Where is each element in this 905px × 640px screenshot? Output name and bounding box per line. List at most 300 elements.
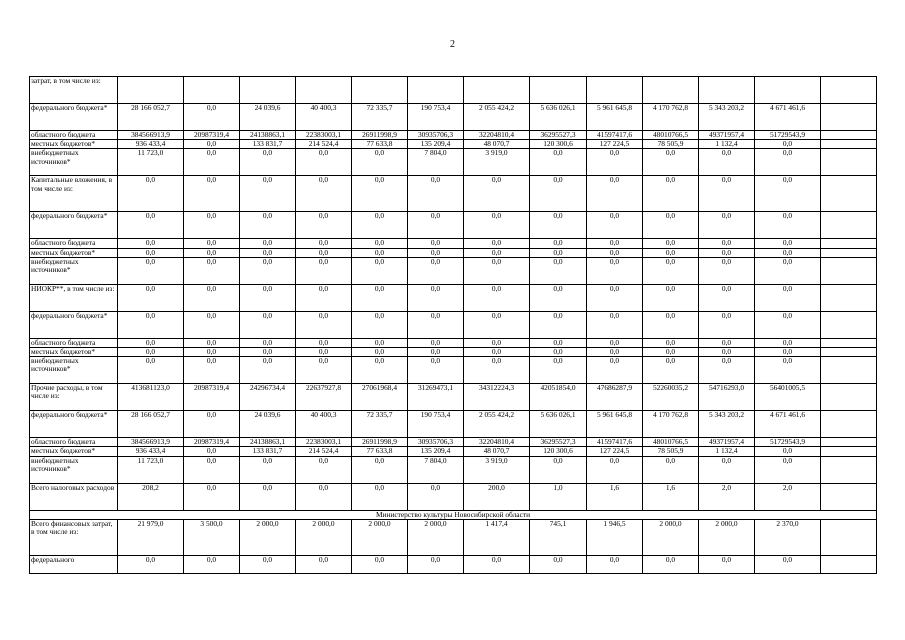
row-label: местных бюджетов* — [30, 248, 118, 257]
value-cell: 0,0 — [464, 357, 530, 384]
page-number: 2 — [450, 39, 455, 50]
empty-cell — [821, 140, 877, 149]
value-cell: 0,0 — [699, 357, 755, 384]
value-cell: 72 335,7 — [352, 104, 408, 131]
value-cell: 0,0 — [118, 257, 184, 284]
value-cell: 0,0 — [184, 348, 240, 357]
value-cell: 0,0 — [240, 239, 296, 248]
value-cell: 0,0 — [352, 483, 408, 510]
value-cell: 24 039,6 — [240, 104, 296, 131]
value-cell: 0,0 — [699, 555, 755, 573]
value-cell: 32204810,4 — [464, 438, 530, 447]
empty-cell — [821, 483, 877, 510]
value-cell: 0,0 — [408, 483, 464, 510]
value-cell: 20987319,4 — [184, 438, 240, 447]
value-cell: 0,0 — [240, 555, 296, 573]
value-cell: 32204810,4 — [464, 131, 530, 140]
value-cell — [530, 77, 587, 104]
value-cell: 0,0 — [587, 348, 643, 357]
value-cell: 0,0 — [240, 149, 296, 176]
value-cell: 0,0 — [643, 348, 699, 357]
value-cell: 3 919,0 — [464, 456, 530, 483]
row-label: местных бюджетов* — [30, 447, 118, 456]
value-cell: 0,0 — [755, 456, 821, 483]
value-cell: 54716293,0 — [699, 384, 755, 411]
value-cell: 0,0 — [530, 311, 587, 338]
value-cell: 0,0 — [184, 483, 240, 510]
value-cell: 0,0 — [464, 239, 530, 248]
row-label: Капитальные вложения, в том числе из: — [30, 176, 118, 212]
value-cell: 0,0 — [296, 239, 352, 248]
value-cell: 1 417,4 — [464, 519, 530, 555]
value-cell: 0,0 — [755, 140, 821, 149]
value-cell: 0,0 — [296, 555, 352, 573]
value-cell: 0,0 — [184, 140, 240, 149]
value-cell: 0,0 — [587, 456, 643, 483]
value-cell: 0,0 — [118, 212, 184, 239]
table-row — [30, 284, 877, 311]
table-row — [30, 348, 877, 357]
table-row — [30, 411, 877, 438]
value-cell: 0,0 — [464, 555, 530, 573]
value-cell — [240, 77, 296, 104]
value-cell: 0,0 — [699, 176, 755, 212]
value-cell: 77 633,8 — [352, 140, 408, 149]
value-cell: 0,0 — [296, 149, 352, 176]
value-cell: 0,0 — [464, 257, 530, 284]
value-cell: 11 723,0 — [118, 149, 184, 176]
value-cell: 0,0 — [352, 176, 408, 212]
value-cell: 0,0 — [643, 338, 699, 347]
row-label: областного бюджета — [30, 239, 118, 248]
value-cell: 0,0 — [587, 212, 643, 239]
value-cell: 56401005,5 — [755, 384, 821, 411]
value-cell: 0,0 — [464, 284, 530, 311]
value-cell: 28 166 052,7 — [118, 104, 184, 131]
value-cell: 0,0 — [184, 555, 240, 573]
value-cell: 5 343 203,2 — [699, 411, 755, 438]
value-cell: 0,0 — [587, 176, 643, 212]
row-label: областного бюджета — [30, 338, 118, 347]
value-cell: 0,0 — [643, 248, 699, 257]
value-cell: 200,0 — [464, 483, 530, 510]
value-cell — [755, 77, 821, 104]
empty-cell — [821, 456, 877, 483]
value-cell: 0,0 — [587, 555, 643, 573]
value-cell: 0,0 — [352, 239, 408, 248]
value-cell: 936 433,4 — [118, 140, 184, 149]
table-row — [30, 212, 877, 239]
value-cell: 72 335,7 — [352, 411, 408, 438]
value-cell: 0,0 — [643, 357, 699, 384]
value-cell: 0,0 — [296, 357, 352, 384]
value-cell: 4 671 461,6 — [755, 411, 821, 438]
value-cell: 0,0 — [699, 149, 755, 176]
value-cell: 0,0 — [296, 338, 352, 347]
value-cell: 0,0 — [118, 338, 184, 347]
value-cell: 20987319,4 — [184, 384, 240, 411]
value-cell: 24296734,4 — [240, 384, 296, 411]
value-cell: 0,0 — [184, 104, 240, 131]
value-cell: 0,0 — [408, 338, 464, 347]
value-cell — [118, 77, 184, 104]
row-label: местных бюджетов* — [30, 348, 118, 357]
value-cell: 0,0 — [755, 149, 821, 176]
value-cell: 0,0 — [352, 348, 408, 357]
value-cell: 28 166 052,7 — [118, 411, 184, 438]
value-cell: 0,0 — [118, 248, 184, 257]
table-row — [30, 384, 877, 411]
value-cell: 27061968,4 — [352, 384, 408, 411]
value-cell: 208,2 — [118, 483, 184, 510]
value-cell: 49371957,4 — [699, 131, 755, 140]
empty-cell — [821, 212, 877, 239]
value-cell: 0,0 — [352, 149, 408, 176]
value-cell: 0,0 — [643, 212, 699, 239]
section-row — [30, 510, 877, 519]
value-cell: 0,0 — [408, 212, 464, 239]
value-cell: 0,0 — [352, 284, 408, 311]
value-cell: 0,0 — [296, 483, 352, 510]
table-row — [30, 357, 877, 384]
value-cell: 120 300,6 — [530, 140, 587, 149]
value-cell: 0,0 — [755, 284, 821, 311]
value-cell: 31269473,1 — [408, 384, 464, 411]
value-cell: 0,0 — [699, 284, 755, 311]
value-cell: 0,0 — [530, 456, 587, 483]
value-cell: 0,0 — [184, 248, 240, 257]
value-cell: 0,0 — [530, 176, 587, 212]
empty-cell — [821, 555, 877, 573]
value-cell: 133 831,7 — [240, 140, 296, 149]
table-row — [30, 311, 877, 338]
row-label: внебюджетных источников* — [30, 149, 118, 176]
value-cell: 120 300,6 — [530, 447, 587, 456]
value-cell: 1,6 — [587, 483, 643, 510]
value-cell: 214 524,4 — [296, 140, 352, 149]
value-cell: 22637927,8 — [296, 384, 352, 411]
value-cell: 0,0 — [699, 338, 755, 347]
value-cell: 0,0 — [408, 257, 464, 284]
value-cell: 0,0 — [352, 212, 408, 239]
value-cell: 190 753,4 — [408, 411, 464, 438]
value-cell: 0,0 — [530, 284, 587, 311]
value-cell — [408, 77, 464, 104]
value-cell: 0,0 — [699, 348, 755, 357]
value-cell: 34312224,3 — [464, 384, 530, 411]
value-cell: 2 000,0 — [643, 519, 699, 555]
empty-cell — [821, 338, 877, 347]
row-label: федерального бюджета* — [30, 104, 118, 131]
value-cell: 127 224,5 — [587, 447, 643, 456]
value-cell: 21 979,0 — [118, 519, 184, 555]
table-row — [30, 239, 877, 248]
value-cell: 77 633,8 — [352, 447, 408, 456]
value-cell: 0,0 — [755, 239, 821, 248]
row-label: НИОКР**, в том числе из: — [30, 284, 118, 311]
value-cell: 24 039,6 — [240, 411, 296, 438]
table-row — [30, 149, 877, 176]
value-cell: 0,0 — [530, 357, 587, 384]
table-row — [30, 257, 877, 284]
value-cell: 0,0 — [240, 248, 296, 257]
value-cell: 3 500,0 — [184, 519, 240, 555]
empty-cell — [821, 411, 877, 438]
value-cell: 0,0 — [464, 348, 530, 357]
value-cell: 384566913,9 — [118, 131, 184, 140]
value-cell: 0,0 — [755, 348, 821, 357]
value-cell: 0,0 — [296, 284, 352, 311]
empty-cell — [821, 77, 877, 104]
value-cell: 51729543,9 — [755, 131, 821, 140]
table-row — [30, 483, 877, 510]
empty-cell — [821, 176, 877, 212]
value-cell: 0,0 — [352, 555, 408, 573]
value-cell: 0,0 — [755, 176, 821, 212]
value-cell: 41597417,6 — [587, 438, 643, 447]
value-cell: 7 804,0 — [408, 456, 464, 483]
value-cell: 0,0 — [755, 248, 821, 257]
empty-cell — [821, 357, 877, 384]
value-cell: 0,0 — [755, 357, 821, 384]
value-cell: 20987319,4 — [184, 131, 240, 140]
value-cell: 0,0 — [118, 357, 184, 384]
value-cell — [352, 77, 408, 104]
value-cell: 51729543,9 — [755, 438, 821, 447]
value-cell: 190 753,4 — [408, 104, 464, 131]
value-cell: 0,0 — [755, 212, 821, 239]
value-cell: 48 070,7 — [464, 140, 530, 149]
value-cell: 2 055 424,2 — [464, 411, 530, 438]
row-label: внебюджетных источников* — [30, 456, 118, 483]
value-cell: 0,0 — [755, 338, 821, 347]
value-cell: 0,0 — [184, 447, 240, 456]
row-label: затрат, в том числе из: — [30, 77, 118, 104]
value-cell: 0,0 — [643, 257, 699, 284]
row-label: внебюджетных источников* — [30, 357, 118, 384]
empty-cell — [821, 311, 877, 338]
empty-cell — [821, 104, 877, 131]
value-cell: 7 804,0 — [408, 149, 464, 176]
value-cell: 0,0 — [408, 176, 464, 212]
value-cell: 0,0 — [352, 456, 408, 483]
value-cell: 4 170 762,8 — [643, 411, 699, 438]
value-cell — [587, 77, 643, 104]
empty-cell — [821, 149, 877, 176]
value-cell: 5 636 026,1 — [530, 104, 587, 131]
value-cell: 0,0 — [240, 357, 296, 384]
value-cell: 1 132,4 — [699, 140, 755, 149]
value-cell: 1 132,4 — [699, 447, 755, 456]
value-cell — [643, 77, 699, 104]
value-cell: 0,0 — [408, 311, 464, 338]
row-label: федерального бюджета* — [30, 212, 118, 239]
value-cell: 2,0 — [755, 483, 821, 510]
empty-cell — [821, 239, 877, 248]
empty-cell — [821, 248, 877, 257]
value-cell: 0,0 — [240, 483, 296, 510]
value-cell: 0,0 — [643, 149, 699, 176]
value-cell: 0,0 — [240, 212, 296, 239]
value-cell: 24138863,1 — [240, 438, 296, 447]
value-cell: 2,0 — [699, 483, 755, 510]
row-label: областного бюджета — [30, 438, 118, 447]
value-cell: 0,0 — [118, 311, 184, 338]
value-cell: 0,0 — [643, 311, 699, 338]
value-cell: 0,0 — [296, 176, 352, 212]
value-cell: 78 505,9 — [643, 140, 699, 149]
table-row — [30, 555, 877, 573]
value-cell: 40 400,3 — [296, 104, 352, 131]
value-cell: 26911998,9 — [352, 131, 408, 140]
empty-cell — [821, 447, 877, 456]
value-cell: 1,0 — [530, 483, 587, 510]
value-cell: 5 343 203,2 — [699, 104, 755, 131]
value-cell — [464, 77, 530, 104]
value-cell: 0,0 — [118, 555, 184, 573]
value-cell: 0,0 — [296, 212, 352, 239]
value-cell: 78 505,9 — [643, 447, 699, 456]
value-cell — [699, 77, 755, 104]
value-cell: 0,0 — [352, 357, 408, 384]
value-cell: 48010766,5 — [643, 131, 699, 140]
table-row — [30, 176, 877, 212]
value-cell: 2 000,0 — [240, 519, 296, 555]
value-cell: 0,0 — [699, 239, 755, 248]
value-cell: 36295527,3 — [530, 438, 587, 447]
value-cell: 0,0 — [699, 248, 755, 257]
value-cell: 2 000,0 — [352, 519, 408, 555]
value-cell: 36295527,3 — [530, 131, 587, 140]
table-row — [30, 519, 877, 555]
value-cell: 0,0 — [184, 357, 240, 384]
empty-cell — [821, 348, 877, 357]
value-cell: 0,0 — [643, 239, 699, 248]
value-cell: 0,0 — [530, 338, 587, 347]
value-cell: 0,0 — [587, 149, 643, 176]
value-cell: 0,0 — [296, 257, 352, 284]
value-cell: 214 524,4 — [296, 447, 352, 456]
value-cell: 0,0 — [118, 348, 184, 357]
value-cell: 1 946,5 — [587, 519, 643, 555]
value-cell: 0,0 — [587, 357, 643, 384]
value-cell: 47686287,9 — [587, 384, 643, 411]
value-cell: 26911998,9 — [352, 438, 408, 447]
value-cell: 4 170 762,8 — [643, 104, 699, 131]
value-cell: 0,0 — [643, 555, 699, 573]
section-title: Министерство культуры Новосибирской области — [30, 510, 877, 519]
value-cell: 135 209,4 — [408, 140, 464, 149]
value-cell: 22383003,1 — [296, 131, 352, 140]
value-cell: 2 370,0 — [755, 519, 821, 555]
value-cell: 30935706,3 — [408, 438, 464, 447]
value-cell: 48 070,7 — [464, 447, 530, 456]
row-label: Прочие расходы, в том числе из: — [30, 384, 118, 411]
value-cell: 0,0 — [240, 348, 296, 357]
value-cell: 0,0 — [699, 456, 755, 483]
budget-table — [29, 76, 877, 574]
value-cell: 0,0 — [530, 212, 587, 239]
value-cell: 0,0 — [296, 456, 352, 483]
value-cell: 0,0 — [184, 239, 240, 248]
value-cell: 0,0 — [587, 239, 643, 248]
value-cell: 0,0 — [184, 149, 240, 176]
value-cell: 0,0 — [184, 311, 240, 338]
row-label: федерального бюджета* — [30, 311, 118, 338]
value-cell: 135 209,4 — [408, 447, 464, 456]
value-cell: 0,0 — [464, 212, 530, 239]
value-cell: 133 831,7 — [240, 447, 296, 456]
value-cell: 0,0 — [699, 257, 755, 284]
value-cell: 0,0 — [118, 176, 184, 212]
value-cell: 4 671 461,6 — [755, 104, 821, 131]
row-label: Всего налоговых расходов — [30, 483, 118, 510]
table-row — [30, 447, 877, 456]
value-cell: 0,0 — [240, 311, 296, 338]
value-cell: 0,0 — [699, 311, 755, 338]
value-cell: 0,0 — [530, 257, 587, 284]
value-cell: 0,0 — [240, 456, 296, 483]
empty-cell — [821, 131, 877, 140]
value-cell — [184, 77, 240, 104]
value-cell: 5 961 645,8 — [587, 104, 643, 131]
value-cell: 0,0 — [408, 284, 464, 311]
value-cell: 0,0 — [755, 447, 821, 456]
value-cell: 2 000,0 — [296, 519, 352, 555]
value-cell: 0,0 — [184, 257, 240, 284]
row-label: внебюджетных источников* — [30, 257, 118, 284]
value-cell: 0,0 — [184, 411, 240, 438]
value-cell: 0,0 — [296, 348, 352, 357]
value-cell: 0,0 — [530, 348, 587, 357]
empty-cell — [821, 284, 877, 311]
value-cell — [296, 77, 352, 104]
value-cell: 0,0 — [643, 456, 699, 483]
value-cell: 0,0 — [408, 248, 464, 257]
value-cell: 0,0 — [755, 257, 821, 284]
value-cell: 0,0 — [464, 338, 530, 347]
value-cell: 0,0 — [118, 239, 184, 248]
value-cell: 52260035,2 — [643, 384, 699, 411]
value-cell: 0,0 — [643, 284, 699, 311]
value-cell: 5 961 645,8 — [587, 411, 643, 438]
value-cell: 2 000,0 — [699, 519, 755, 555]
value-cell: 0,0 — [464, 311, 530, 338]
value-cell: 0,0 — [296, 248, 352, 257]
value-cell: 0,0 — [643, 176, 699, 212]
value-cell: 936 433,4 — [118, 447, 184, 456]
empty-cell — [821, 257, 877, 284]
value-cell: 24138863,1 — [240, 131, 296, 140]
table-row — [30, 140, 877, 149]
row-label: Всего финансовых затрат, в том числе из: — [30, 519, 118, 555]
value-cell: 40 400,3 — [296, 411, 352, 438]
table-row — [30, 338, 877, 347]
value-cell: 127 224,5 — [587, 140, 643, 149]
table-row — [30, 77, 877, 104]
value-cell: 0,0 — [755, 311, 821, 338]
value-cell: 0,0 — [530, 239, 587, 248]
value-cell: 0,0 — [240, 257, 296, 284]
value-cell: 49371957,4 — [699, 438, 755, 447]
value-cell: 0,0 — [296, 311, 352, 338]
empty-cell — [821, 384, 877, 411]
value-cell: 0,0 — [587, 338, 643, 347]
value-cell: 0,0 — [352, 338, 408, 347]
value-cell: 0,0 — [240, 176, 296, 212]
value-cell: 413681123,0 — [118, 384, 184, 411]
table-row — [30, 104, 877, 131]
